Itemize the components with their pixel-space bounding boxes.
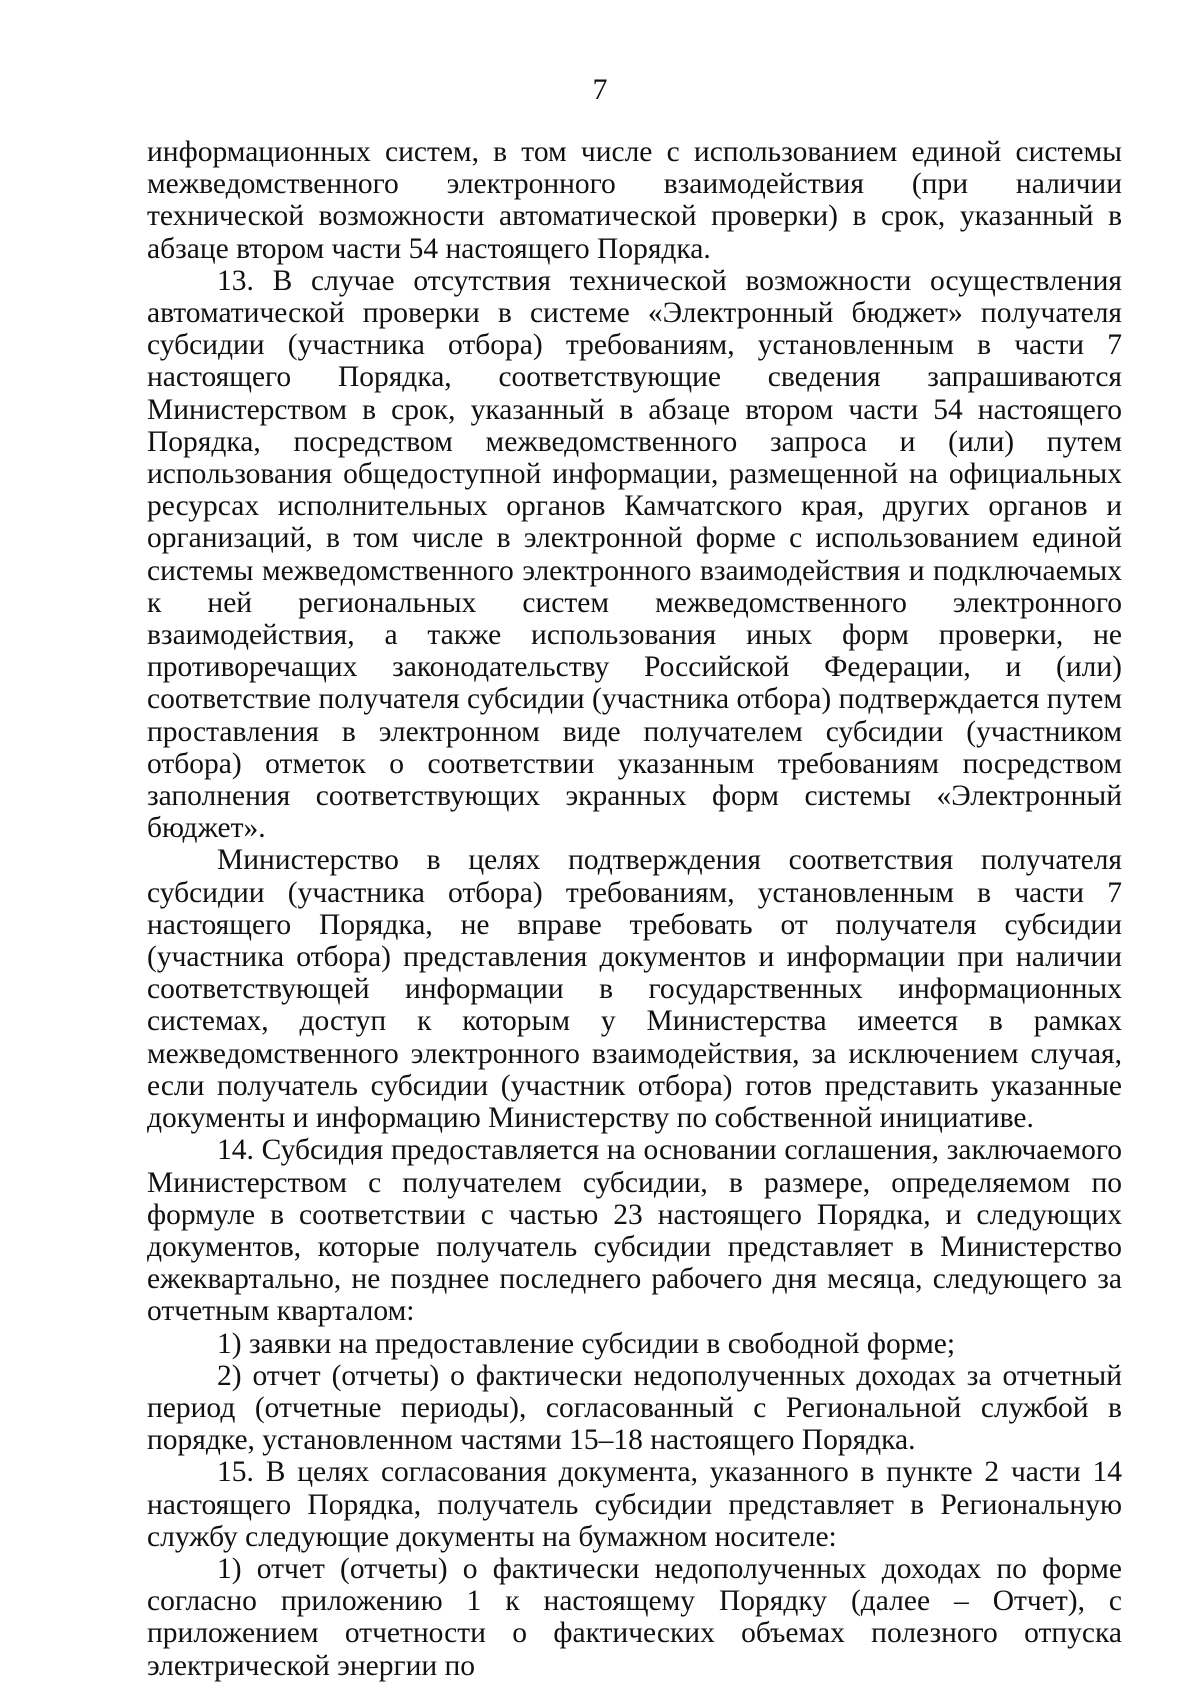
paragraph-continuation: информационных систем, в том числе с использованием единой системы межведомственного электронного взаимодействия (при наличии технической возможности автоматической проверки) в срок, указанный в абзаце втором части 54 настоящего Порядка. bbox=[147, 136, 1122, 265]
paragraph-ministry-restriction: Министерство в целях подтверждения соответствия получателя субсидии (участника отбора) требованиям, установленным в части 7 настоящего Порядка, не вправе требовать от получателя субсидии (участника отбора) представления документов и информации при наличии соответствующей информации в государственных информационных системах, доступ к которым у Министерства имеется в рамках межведомственного электронного взаимодействия, за исключением случая, если получатель субсидии (участник отбора) готов представить указанные документы и информацию Министерству по собственной инициативе. bbox=[147, 844, 1122, 1135]
paragraph-14: 14. Субсидия предоставляется на основании соглашения, заключаемого Министерством с получателем субсидии, в размере, определяемом по формуле в соответствии с частью 23 настоящего Порядка, и следующих документов, которые получатель субсидии представляет в Министерство ежеквартально, не позднее последнего рабочего дня месяца, следующего за отчетным кварталом: bbox=[147, 1134, 1122, 1328]
body-text bbox=[147, 136, 1122, 1682]
page-number: 7 bbox=[592, 73, 608, 106]
paragraph-15: 15. В целях согласования документа, указанного в пункте 2 части 14 настоящего Порядка, получатель субсидии представляет в Региональную службу следующие документы на бумажном носителе: bbox=[147, 1456, 1122, 1553]
list-item-14-1: 1) заявки на предоставление субсидии в свободной форме; bbox=[217, 1327, 956, 1360]
list-item-14-2: 2) отчет (отчеты) о фактически недополученных доходах за отчетный период (отчетные периоды), согласованный с Региональной службой в порядке, установленном частями 15–18 настоящего Порядка. bbox=[147, 1359, 1122, 1457]
list-item-15-1: 1) отчет (отчеты) о фактически недополученных доходах по форме согласно приложению 1 к настоящему Порядку (далее – Отчет), с приложением отчетности о фактических объемах полезного отпуска электрической энергии по bbox=[147, 1552, 1122, 1682]
paragraph-13: 13. В случае отсутствия технической возможности осуществления автоматической проверки в системе «Электронный бюджет» получателя субсидии (участника отбора) требованиям, установленным в части 7 настоящего Порядка, соответствующие сведения запрашиваются Министерством в срок, указанный в абзаце втором части 54 настоящего Порядка, посредством межведомственного запроса и (или) путем использования общедоступной информации, размещенной на официальных ресурсах исполнительных органов Камчатского края, других органов и организаций, в том числе в электронной форме с использованием единой системы межведомственного электронного взаимодействия и подключаемых к ней региональных систем межведомственного электронного взаимодействия, а также использования иных форм проверки, не противоречащих законодательству Российской Федерации, и (или) соответствие получателя субсидии (участника отбора) подтверждается путем проставления в электронном виде получателем субсидии (участником отбора) отметок о соответствии указанным требованиям посредством заполнения соответствующих экранных форм системы «Электронный бюджет». bbox=[147, 264, 1122, 845]
